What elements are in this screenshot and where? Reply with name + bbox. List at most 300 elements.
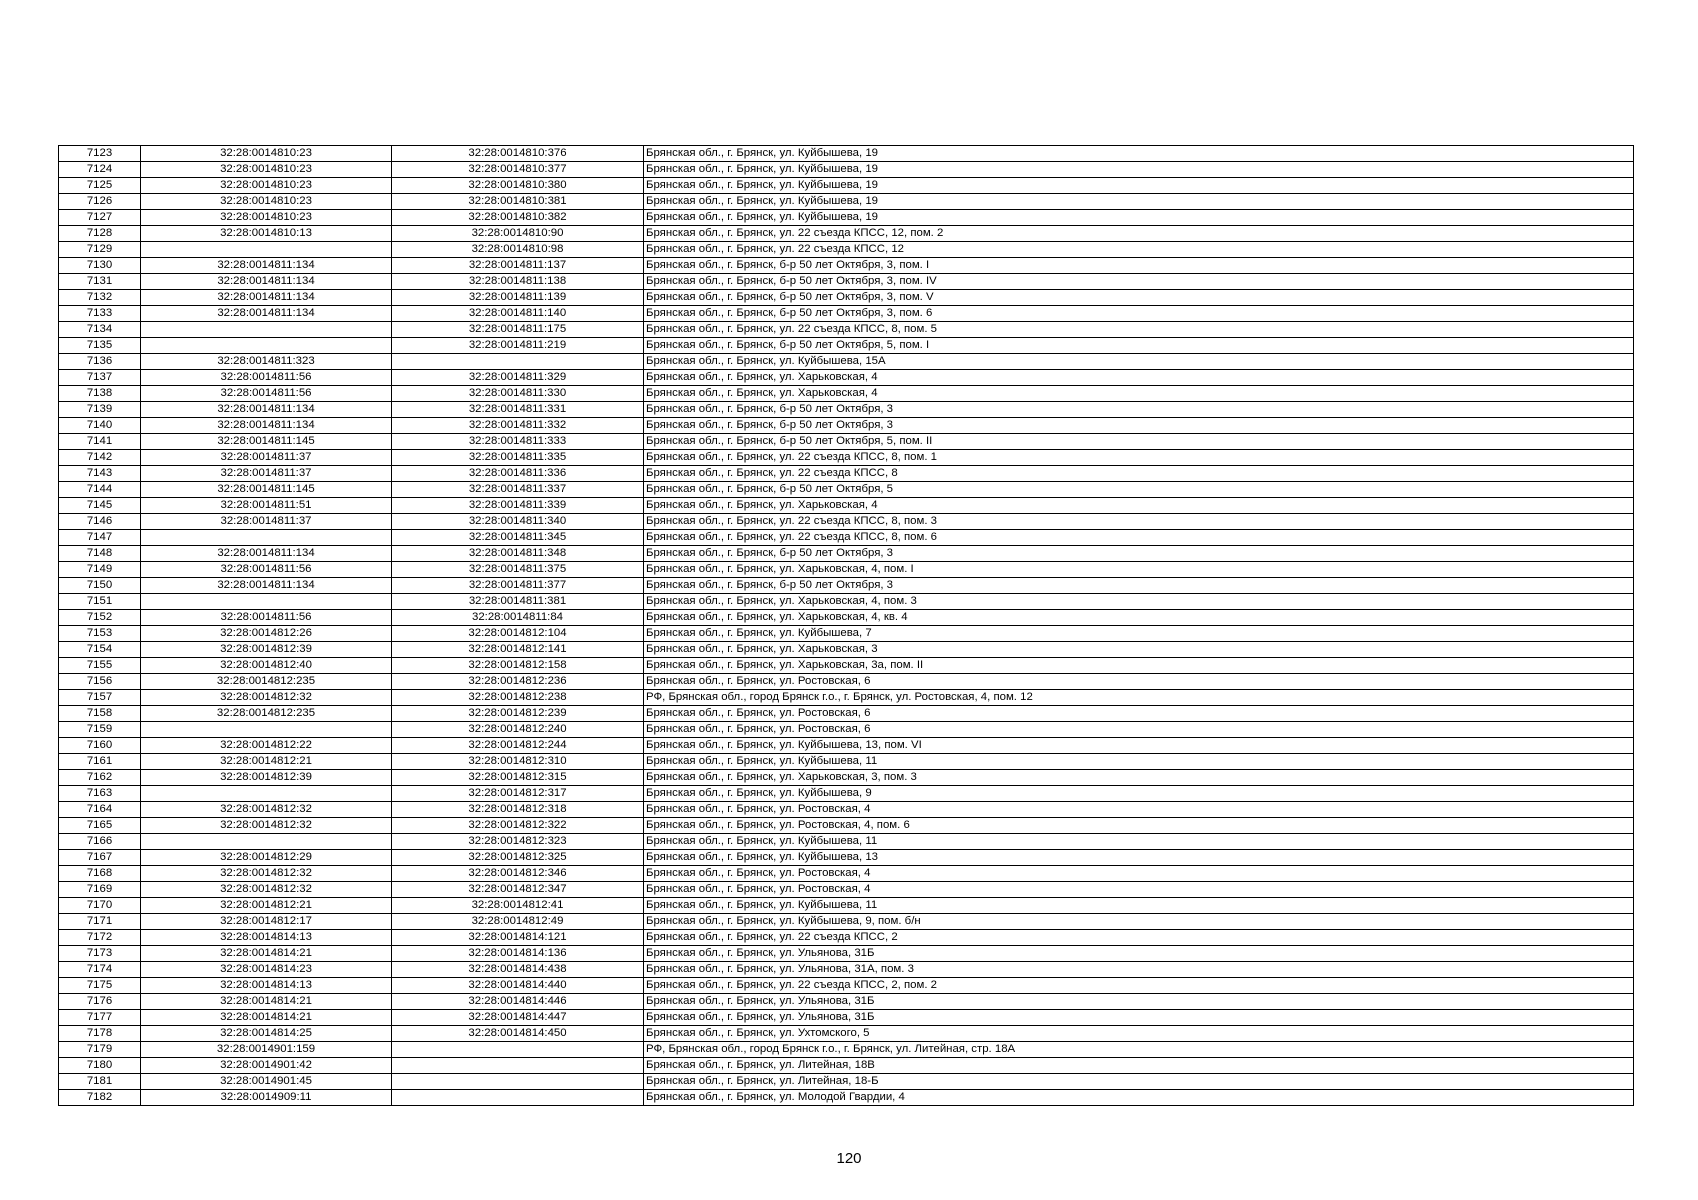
cadastral-number-cell: 32:28:0014811:333 [392,434,644,450]
parent-cadastral-cell: 32:28:0014811:134 [141,578,392,594]
table-row [59,274,1634,290]
parent-cadastral-cell: 32:28:0014812:22 [141,738,392,754]
cadastral-number-cell: 32:28:0014812:239 [392,706,644,722]
table-row [59,658,1634,674]
address-cell: Брянская обл., г. Брянск, ул. Литейная, 18-Б [644,1074,1634,1090]
address-cell: Брянская обл., г. Брянск, б-р 50 лет Октября, 3, пом. 6 [644,306,1634,322]
row-number-cell: 7180 [59,1058,141,1074]
cadastral-number-cell: 32:28:0014812:158 [392,658,644,674]
row-number-cell: 7132 [59,290,141,306]
parent-cadastral-cell: 32:28:0014814:23 [141,962,392,978]
cadastral-number-cell: 32:28:0014811:84 [392,610,644,626]
row-number-cell: 7157 [59,690,141,706]
address-cell: Брянская обл., г. Брянск, ул. Литейная, 18В [644,1058,1634,1074]
cadastral-number-cell: 32:28:0014812:41 [392,898,644,914]
address-cell: Брянская обл., г. Брянск, ул. Ростовская, 6 [644,674,1634,690]
row-number-cell: 7148 [59,546,141,562]
cadastral-number-cell: 32:28:0014811:139 [392,290,644,306]
table-row [59,466,1634,482]
table-row [59,866,1634,882]
row-number-cell: 7155 [59,658,141,674]
address-cell: Брянская обл., г. Брянск, ул. Куйбышева, 13, пом. VI [644,738,1634,754]
parent-cadastral-cell: 32:28:0014814:13 [141,930,392,946]
parent-cadastral-cell: 32:28:0014812:40 [141,658,392,674]
table-row [59,626,1634,642]
table-row [59,354,1634,370]
table-row [59,642,1634,658]
parent-cadastral-cell [141,322,392,338]
parent-cadastral-cell: 32:28:0014811:134 [141,546,392,562]
row-number-cell: 7179 [59,1042,141,1058]
cadastral-number-cell: 32:28:0014814:446 [392,994,644,1010]
cadastral-number-cell: 32:28:0014811:137 [392,258,644,274]
parent-cadastral-cell [141,530,392,546]
parent-cadastral-cell: 32:28:0014812:21 [141,898,392,914]
table-row [59,306,1634,322]
address-cell: Брянская обл., г. Брянск, ул. 22 съезда КПСС, 8, пом. 6 [644,530,1634,546]
table-row [59,530,1634,546]
parent-cadastral-cell: 32:28:0014812:32 [141,882,392,898]
cadastral-number-cell: 32:28:0014812:317 [392,786,644,802]
table-row [59,434,1634,450]
address-cell: Брянская обл., г. Брянск, ул. Куйбышева, 9, пом. б/н [644,914,1634,930]
table-row [59,1026,1634,1042]
parent-cadastral-cell [141,338,392,354]
table-row [59,1074,1634,1090]
address-cell: Брянская обл., г. Брянск, ул. Куйбышева, 19 [644,194,1634,210]
parent-cadastral-cell: 32:28:0014812:21 [141,754,392,770]
cadastral-number-cell: 32:28:0014814:438 [392,962,644,978]
cadastral-number-cell: 32:28:0014811:377 [392,578,644,594]
address-cell: Брянская обл., г. Брянск, ул. Куйбышева, 11 [644,898,1634,914]
table-row [59,930,1634,946]
cadastral-number-cell: 32:28:0014811:331 [392,402,644,418]
row-number-cell: 7145 [59,498,141,514]
address-cell: Брянская обл., г. Брянск, б-р 50 лет Октября, 5 [644,482,1634,498]
address-cell: Брянская обл., г. Брянск, ул. 22 съезда КПСС, 2 [644,930,1634,946]
parent-cadastral-cell: 32:28:0014812:235 [141,674,392,690]
row-number-cell: 7173 [59,946,141,962]
row-number-cell: 7169 [59,882,141,898]
address-cell: Брянская обл., г. Брянск, ул. Харьковская, 4, кв. 4 [644,610,1634,626]
row-number-cell: 7170 [59,898,141,914]
table-row [59,194,1634,210]
address-cell: Брянская обл., г. Брянск, ул. Ульянова, 31А, пом. 3 [644,962,1634,978]
row-number-cell: 7126 [59,194,141,210]
row-number-cell: 7128 [59,226,141,242]
parent-cadastral-cell: 32:28:0014909:11 [141,1090,392,1106]
cadastral-number-cell: 32:28:0014812:315 [392,770,644,786]
table-row [59,818,1634,834]
row-number-cell: 7142 [59,450,141,466]
address-cell: Брянская обл., г. Брянск, ул. Куйбышева, 7 [644,626,1634,642]
cadastral-number-cell: 32:28:0014811:138 [392,274,644,290]
row-number-cell: 7165 [59,818,141,834]
address-cell: Брянская обл., г. Брянск, ул. 22 съезда КПСС, 12, пом. 2 [644,226,1634,242]
address-cell: Брянская обл., г. Брянск, ул. Харьковская, 3а, пом. II [644,658,1634,674]
address-cell: Брянская обл., г. Брянск, ул. Харьковская, 3, пом. 3 [644,770,1634,786]
cadastral-number-cell: 32:28:0014811:330 [392,386,644,402]
address-cell: Брянская обл., г. Брянск, ул. 22 съезда КПСС, 8, пом. 3 [644,514,1634,530]
row-number-cell: 7127 [59,210,141,226]
table-row [59,850,1634,866]
parent-cadastral-cell: 32:28:0014811:37 [141,466,392,482]
cadastral-number-cell: 32:28:0014814:121 [392,930,644,946]
cadastral-number-cell: 32:28:0014810:377 [392,162,644,178]
row-number-cell: 7168 [59,866,141,882]
parent-cadastral-cell: 32:28:0014812:32 [141,818,392,834]
cadastral-number-cell: 32:28:0014812:141 [392,642,644,658]
cadastral-number-cell: 32:28:0014812:323 [392,834,644,850]
row-number-cell: 7139 [59,402,141,418]
address-cell: Брянская обл., г. Брянск, ул. Ростовская, 4 [644,866,1634,882]
row-number-cell: 7150 [59,578,141,594]
parent-cadastral-cell: 32:28:0014810:13 [141,226,392,242]
address-cell: Брянская обл., г. Брянск, ул. 22 съезда КПСС, 8, пом. 5 [644,322,1634,338]
row-number-cell: 7159 [59,722,141,738]
address-cell: Брянская обл., г. Брянск, ул. Куйбышева, 11 [644,754,1634,770]
cadastral-number-cell: 32:28:0014812:238 [392,690,644,706]
cadastral-number-cell: 32:28:0014810:98 [392,242,644,258]
row-number-cell: 7129 [59,242,141,258]
table-row [59,946,1634,962]
parent-cadastral-cell: 32:28:0014810:23 [141,146,392,162]
row-number-cell: 7181 [59,1074,141,1090]
table-row [59,610,1634,626]
row-number-cell: 7144 [59,482,141,498]
cadastral-number-cell: 32:28:0014812:236 [392,674,644,690]
table-row [59,162,1634,178]
row-number-cell: 7177 [59,1010,141,1026]
table-row [59,402,1634,418]
cadastral-number-cell: 32:28:0014810:380 [392,178,644,194]
table-row [59,914,1634,930]
parent-cadastral-cell: 32:28:0014814:13 [141,978,392,994]
row-number-cell: 7141 [59,434,141,450]
row-number-cell: 7156 [59,674,141,690]
address-cell: Брянская обл., г. Брянск, ул. Куйбышева, 19 [644,178,1634,194]
parent-cadastral-cell: 32:28:0014811:37 [141,450,392,466]
property-table-body [59,146,1634,1106]
table-row [59,178,1634,194]
parent-cadastral-cell: 32:28:0014812:39 [141,642,392,658]
cadastral-number-cell [392,1074,644,1090]
cadastral-number-cell: 32:28:0014811:345 [392,530,644,546]
table-row [59,834,1634,850]
address-cell: Брянская обл., г. Брянск, ул. Куйбышева, 15А [644,354,1634,370]
table-row [59,802,1634,818]
table-row [59,786,1634,802]
row-number-cell: 7161 [59,754,141,770]
cadastral-number-cell [392,1090,644,1106]
parent-cadastral-cell: 32:28:0014812:17 [141,914,392,930]
row-number-cell: 7135 [59,338,141,354]
parent-cadastral-cell: 32:28:0014812:29 [141,850,392,866]
parent-cadastral-cell: 32:28:0014811:134 [141,402,392,418]
cadastral-number-cell: 32:28:0014811:339 [392,498,644,514]
address-cell: Брянская обл., г. Брянск, ул. Ростовская, 4, пом. 6 [644,818,1634,834]
table-row [59,546,1634,562]
row-number-cell: 7182 [59,1090,141,1106]
parent-cadastral-cell: 32:28:0014810:23 [141,162,392,178]
parent-cadastral-cell [141,722,392,738]
table-row [59,562,1634,578]
cadastral-number-cell: 32:28:0014812:244 [392,738,644,754]
row-number-cell: 7140 [59,418,141,434]
parent-cadastral-cell: 32:28:0014901:42 [141,1058,392,1074]
address-cell: Брянская обл., г. Брянск, ул. 22 съезда КПСС, 8 [644,466,1634,482]
row-number-cell: 7174 [59,962,141,978]
address-cell: Брянская обл., г. Брянск, ул. Куйбышева, 9 [644,786,1634,802]
address-cell: Брянская обл., г. Брянск, б-р 50 лет Октября, 3 [644,546,1634,562]
address-cell: Брянская обл., г. Брянск, ул. Куйбышева, 13 [644,850,1634,866]
address-cell: Брянская обл., г. Брянск, ул. Харьковская, 4 [644,370,1634,386]
address-cell: РФ, Брянская обл., город Брянск г.о., г. Брянск, ул. Литейная, стр. 18А [644,1042,1634,1058]
row-number-cell: 7153 [59,626,141,642]
cadastral-number-cell: 32:28:0014811:348 [392,546,644,562]
row-number-cell: 7137 [59,370,141,386]
address-cell: Брянская обл., г. Брянск, ул. Молодой Гвардии, 4 [644,1090,1634,1106]
parent-cadastral-cell: 32:28:0014811:134 [141,306,392,322]
row-number-cell: 7163 [59,786,141,802]
cadastral-number-cell: 32:28:0014811:381 [392,594,644,610]
table-row [59,754,1634,770]
table-row [59,482,1634,498]
row-number-cell: 7171 [59,914,141,930]
address-cell: Брянская обл., г. Брянск, б-р 50 лет Октября, 3 [644,418,1634,434]
parent-cadastral-cell: 32:28:0014811:51 [141,498,392,514]
parent-cadastral-cell: 32:28:0014811:37 [141,514,392,530]
table-row [59,1010,1634,1026]
cadastral-number-cell: 32:28:0014811:329 [392,370,644,386]
row-number-cell: 7162 [59,770,141,786]
table-row [59,322,1634,338]
cadastral-number-cell: 32:28:0014811:340 [392,514,644,530]
row-number-cell: 7147 [59,530,141,546]
address-cell: Брянская обл., г. Брянск, ул. Харьковская, 4, пом. 3 [644,594,1634,610]
table-row [59,146,1634,162]
table-row [59,738,1634,754]
parent-cadastral-cell: 32:28:0014811:56 [141,562,392,578]
parent-cadastral-cell: 32:28:0014811:56 [141,386,392,402]
cadastral-number-cell: 32:28:0014810:382 [392,210,644,226]
address-cell: Брянская обл., г. Брянск, ул. Куйбышева, 11 [644,834,1634,850]
address-cell: Брянская обл., г. Брянск, б-р 50 лет Октября, 3 [644,578,1634,594]
cadastral-number-cell: 32:28:0014812:346 [392,866,644,882]
address-cell: Брянская обл., г. Брянск, ул. Харьковская, 4 [644,386,1634,402]
cadastral-number-cell: 32:28:0014811:219 [392,338,644,354]
table-row [59,242,1634,258]
row-number-cell: 7151 [59,594,141,610]
parent-cadastral-cell: 32:28:0014810:23 [141,194,392,210]
table-row [59,770,1634,786]
address-cell: Брянская обл., г. Брянск, ул. Харьковская, 3 [644,642,1634,658]
parent-cadastral-cell: 32:28:0014814:21 [141,1010,392,1026]
parent-cadastral-cell: 32:28:0014814:21 [141,994,392,1010]
address-cell: Брянская обл., г. Брянск, ул. Ростовская, 4 [644,802,1634,818]
cadastral-number-cell: 32:28:0014814:450 [392,1026,644,1042]
table-row [59,418,1634,434]
address-cell: Брянская обл., г. Брянск, ул. Ульянова, 31Б [644,994,1634,1010]
table-row [59,722,1634,738]
row-number-cell: 7123 [59,146,141,162]
row-number-cell: 7138 [59,386,141,402]
cadastral-number-cell: 32:28:0014814:136 [392,946,644,962]
cadastral-number-cell: 32:28:0014814:440 [392,978,644,994]
cadastral-number-cell: 32:28:0014812:49 [392,914,644,930]
cadastral-number-cell [392,354,644,370]
row-number-cell: 7175 [59,978,141,994]
address-cell: Брянская обл., г. Брянск, ул. Куйбышева, 19 [644,162,1634,178]
parent-cadastral-cell [141,834,392,850]
cadastral-number-cell: 32:28:0014812:318 [392,802,644,818]
parent-cadastral-cell: 32:28:0014811:134 [141,418,392,434]
parent-cadastral-cell: 32:28:0014812:39 [141,770,392,786]
row-number-cell: 7166 [59,834,141,850]
parent-cadastral-cell: 32:28:0014812:32 [141,866,392,882]
parent-cadastral-cell: 32:28:0014811:56 [141,370,392,386]
address-cell: Брянская обл., г. Брянск, б-р 50 лет Октября, 5, пом. I [644,338,1634,354]
page-number: 120 [836,1150,862,1167]
row-number-cell: 7152 [59,610,141,626]
parent-cadastral-cell [141,786,392,802]
address-cell: Брянская обл., г. Брянск, ул. Харьковская, 4 [644,498,1634,514]
cadastral-number-cell: 32:28:0014810:90 [392,226,644,242]
parent-cadastral-cell: 32:28:0014812:32 [141,802,392,818]
cadastral-number-cell: 32:28:0014811:332 [392,418,644,434]
cadastral-number-cell: 32:28:0014810:376 [392,146,644,162]
address-cell: Брянская обл., г. Брянск, ул. 22 съезда КПСС, 2, пом. 2 [644,978,1634,994]
table-row [59,594,1634,610]
row-number-cell: 7130 [59,258,141,274]
table-row [59,450,1634,466]
parent-cadastral-cell: 32:28:0014812:32 [141,690,392,706]
parent-cadastral-cell: 32:28:0014901:45 [141,1074,392,1090]
cadastral-number-cell: 32:28:0014812:347 [392,882,644,898]
parent-cadastral-cell: 32:28:0014812:235 [141,706,392,722]
address-cell: Брянская обл., г. Брянск, ул. Куйбышева, 19 [644,210,1634,226]
address-cell: Брянская обл., г. Брянск, ул. Ростовская, 4 [644,882,1634,898]
table-row [59,210,1634,226]
cadastral-number-cell: 32:28:0014812:310 [392,754,644,770]
address-cell: Брянская обл., г. Брянск, б-р 50 лет Октября, 3, пом. V [644,290,1634,306]
table-row [59,338,1634,354]
row-number-cell: 7176 [59,994,141,1010]
parent-cadastral-cell: 32:28:0014811:56 [141,610,392,626]
address-cell: Брянская обл., г. Брянск, ул. Ухтомского, 5 [644,1026,1634,1042]
parent-cadastral-cell: 32:28:0014811:145 [141,482,392,498]
row-number-cell: 7164 [59,802,141,818]
table-row [59,226,1634,242]
parent-cadastral-cell [141,242,392,258]
table-row [59,370,1634,386]
address-cell: Брянская обл., г. Брянск, ул. Ульянова, 31Б [644,1010,1634,1026]
table-row [59,674,1634,690]
property-table [58,145,1634,1106]
table-row [59,978,1634,994]
parent-cadastral-cell: 32:28:0014810:23 [141,210,392,226]
address-cell: Брянская обл., г. Брянск, б-р 50 лет Октября, 5, пом. II [644,434,1634,450]
table-row [59,690,1634,706]
row-number-cell: 7160 [59,738,141,754]
parent-cadastral-cell: 32:28:0014811:323 [141,354,392,370]
row-number-cell: 7131 [59,274,141,290]
row-number-cell: 7134 [59,322,141,338]
parent-cadastral-cell: 32:28:0014811:134 [141,274,392,290]
table-row [59,1058,1634,1074]
parent-cadastral-cell: 32:28:0014811:145 [141,434,392,450]
table-row [59,258,1634,274]
parent-cadastral-cell: 32:28:0014810:23 [141,178,392,194]
cadastral-number-cell: 32:28:0014812:322 [392,818,644,834]
row-number-cell: 7154 [59,642,141,658]
parent-cadastral-cell [141,594,392,610]
table-row [59,1042,1634,1058]
cadastral-number-cell [392,1058,644,1074]
parent-cadastral-cell: 32:28:0014811:134 [141,290,392,306]
row-number-cell: 7133 [59,306,141,322]
row-number-cell: 7143 [59,466,141,482]
cadastral-number-cell: 32:28:0014810:381 [392,194,644,210]
cadastral-number-cell: 32:28:0014814:447 [392,1010,644,1026]
address-cell: РФ, Брянская обл., город Брянск г.о., г. Брянск, ул. Ростовская, 4, пом. 12 [644,690,1634,706]
parent-cadastral-cell: 32:28:0014812:26 [141,626,392,642]
cadastral-number-cell: 32:28:0014811:140 [392,306,644,322]
table-row [59,498,1634,514]
table-row [59,898,1634,914]
row-number-cell: 7172 [59,930,141,946]
address-cell: Брянская обл., г. Брянск, б-р 50 лет Октября, 3 [644,402,1634,418]
address-cell: Брянская обл., г. Брянск, ул. 22 съезда КПСС, 12 [644,242,1634,258]
cadastral-number-cell [392,1042,644,1058]
cadastral-number-cell: 32:28:0014811:375 [392,562,644,578]
cadastral-number-cell: 32:28:0014812:240 [392,722,644,738]
row-number-cell: 7149 [59,562,141,578]
row-number-cell: 7178 [59,1026,141,1042]
address-cell: Брянская обл., г. Брянск, ул. Ульянова, 31Б [644,946,1634,962]
table-row [59,578,1634,594]
cadastral-number-cell: 32:28:0014812:104 [392,626,644,642]
row-number-cell: 7167 [59,850,141,866]
parent-cadastral-cell: 32:28:0014814:21 [141,946,392,962]
address-cell: Брянская обл., г. Брянск, б-р 50 лет Октября, 3, пом. IV [644,274,1634,290]
cadastral-number-cell: 32:28:0014811:337 [392,482,644,498]
row-number-cell: 7136 [59,354,141,370]
parent-cadastral-cell: 32:28:0014811:134 [141,258,392,274]
cadastral-number-cell: 32:28:0014811:175 [392,322,644,338]
address-cell: Брянская обл., г. Брянск, ул. 22 съезда КПСС, 8, пом. 1 [644,450,1634,466]
table-row [59,1090,1634,1106]
cadastral-number-cell: 32:28:0014811:335 [392,450,644,466]
row-number-cell: 7146 [59,514,141,530]
table-row [59,882,1634,898]
table-row [59,386,1634,402]
row-number-cell: 7124 [59,162,141,178]
parent-cadastral-cell: 32:28:0014814:25 [141,1026,392,1042]
parent-cadastral-cell: 32:28:0014901:159 [141,1042,392,1058]
table-row [59,962,1634,978]
table-row [59,514,1634,530]
row-number-cell: 7158 [59,706,141,722]
address-cell: Брянская обл., г. Брянск, ул. Ростовская, 6 [644,706,1634,722]
table-row [59,706,1634,722]
cadastral-number-cell: 32:28:0014812:325 [392,850,644,866]
address-cell: Брянская обл., г. Брянск, ул. Куйбышева, 19 [644,146,1634,162]
address-cell: Брянская обл., г. Брянск, ул. Ростовская, 6 [644,722,1634,738]
cadastral-number-cell: 32:28:0014811:336 [392,466,644,482]
table-row [59,290,1634,306]
address-cell: Брянская обл., г. Брянск, б-р 50 лет Октября, 3, пом. I [644,258,1634,274]
